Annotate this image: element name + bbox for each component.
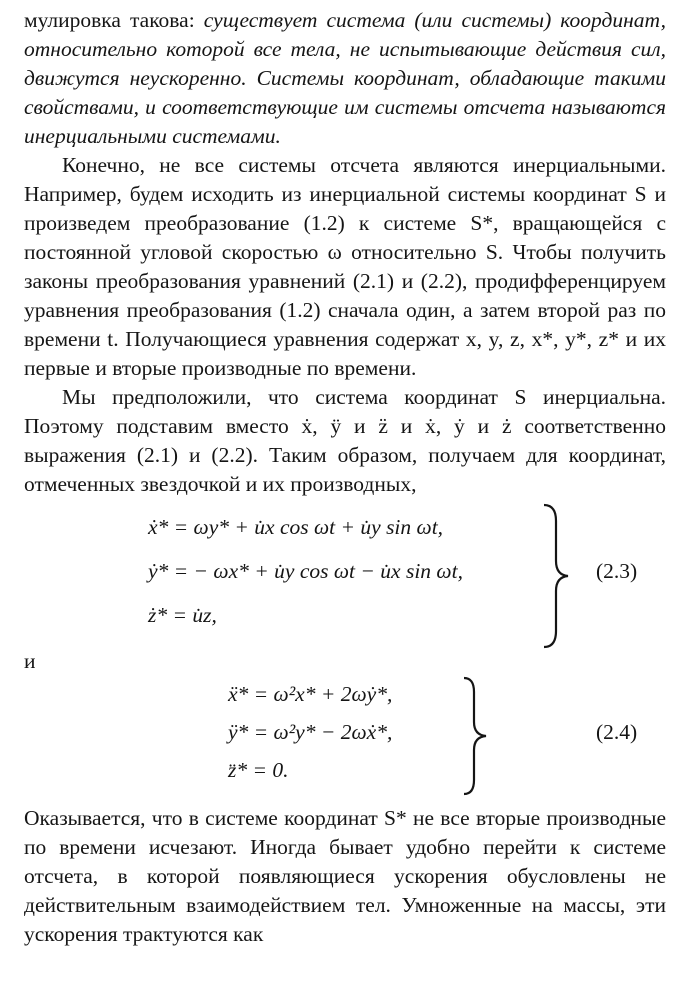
equation-2-4-line-2: ÿ* = ω²y* − 2ωẋ*, [228, 720, 393, 744]
equation-2-4-number: (2.4) [596, 720, 638, 744]
equation-2-4-line-3: z̈* = 0. [228, 758, 289, 782]
equation-2-4 [24, 674, 666, 804]
paragraph-conclusion: Оказывается, что в системе координат S* не все вторые производные по времени исчезают. Иногда бывает удобно перейти к системе отсчета, в которой появляющиеся ускорения обусловлены не действительным взаимодействием тел. Умноженные на массы, эти ускорения трактуются как [24, 806, 666, 946]
equation-2-3-number: (2.3) [596, 559, 638, 583]
page [24, 6, 666, 949]
paragraph-noninertial: Конечно, не все системы отсчета являются инерциальными. Например, будем исходить из инерциальной системы координат S и произведем преобразование (1.2) к системе S*, вращающейся с постоянной угловой скоростью ω относительно S. Чтобы получить законы преобразования уравнений (2.1) и (2.2), продифференцируем уравнения преобразования (1.2) сначала один, а затем второй раз по времени t. Получающиеся уравнения содержат x, y, z, x*, y*, z* и их первые и вторые производные по времени. [24, 153, 666, 380]
paragraph-definition [24, 6, 666, 151]
equation-2-4-brace [458, 674, 492, 798]
paragraph-definition-lead: мулировка такова: [24, 8, 204, 32]
equation-2-3-brace [538, 501, 574, 651]
equation-2-3-line-3: ż* = u̇z, [148, 603, 217, 627]
equation-2-3 [24, 499, 666, 649]
paragraph-substitution: Мы предположили, что система координат S инерциальна. Поэтому подставим вместо ẋ, ÿ и z̈ и ẋ, ẏ и ż соответственно выражения (2.1) и (2.2). Таким образом, получаем для координат, отмеченных звездочкой и их производных, [24, 385, 666, 496]
equation-2-3-line-1: ẋ* = ωy* + u̇x cos ωt + u̇y sin ωt, [148, 515, 444, 539]
conjunction-and: и [24, 649, 36, 673]
paragraph-definition-italic: существует система (или системы) координат, относительно которой все тела, не испытывающие действия сил, движутся неускоренно. Системы координат, обладающие такими свойствами, и соответствующие им системы отсчета называются инерциальными системами. [24, 8, 666, 148]
equation-2-3-line-2: ẏ* = − ωx* + u̇y cos ωt − u̇x sin ωt, [148, 559, 463, 583]
equation-2-4-line-1: ẍ* = ω²x* + 2ωẏ*, [228, 682, 393, 706]
